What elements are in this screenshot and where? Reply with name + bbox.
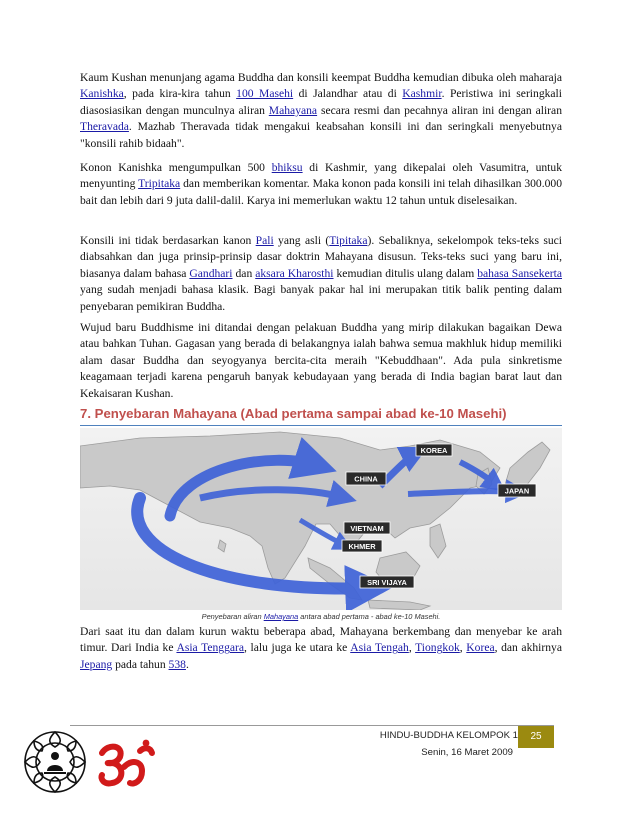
paragraph-canon: Konsili ini tidak berdasarkan kanon Pali yang asli (Tipitaka). Sebaliknya, sekelompok teks-teks suci diabsahkan dan juga prinsip-prinsip dasar doktrin Mahayana disusun. Teks-teks suci yang baru ini, biasanya dalam bahasa Gandhari dan aksara Kharosthi kemudian ditulis ulang dalam bahasa Sansekerta yang sudah menjadi bahasa klasik. Bagi banyak pakar hal ini merupakan titik balik penting dalam penyebaran pemikiran Buddha. (80, 234, 562, 313)
map-label-khmer: KHMER (348, 542, 376, 551)
link-kashmir[interactable]: Kashmir (402, 87, 442, 101)
mahayana-spread-map (80, 428, 562, 610)
link-tiongkok[interactable]: Tiongkok (415, 641, 460, 655)
link-tripitaka[interactable]: Tripitaka (138, 177, 181, 191)
link-100-masehi[interactable]: 100 Masehi (236, 87, 294, 101)
link-jepang[interactable]: Jepang (80, 657, 113, 671)
om-symbol-icon (96, 735, 158, 791)
link-aksara-kharosthi[interactable]: aksara Kharosthi (255, 266, 334, 280)
link-asia-tengah[interactable]: Asia Tengah (350, 641, 409, 655)
link-asia-tenggara[interactable]: Asia Tenggara (176, 641, 245, 655)
paragraph-kanishka-council: Konon Kanishka mengumpulkan 500 bhiksu di Kashmir, yang dikepalai oleh Vasumitra, untuk menyunting Tripitaka dan memberikan komentar. Maka konon pada konsili ini telah dihasilkan 300.000 bait dan lebih dari 9 juta dalil-dalil. Karya ini memerlukan waktu 12 tahun untuk diselesaikan. (80, 161, 563, 207)
map-label-china: CHINA (354, 474, 378, 484)
link-kanishka[interactable]: Kanishka (80, 87, 124, 101)
link-gandhari[interactable]: Gandhari (189, 266, 233, 280)
caption-link-mahayana[interactable]: Mahayana (263, 612, 299, 621)
label-box-china (346, 472, 386, 485)
label-box-vietnam (344, 522, 390, 534)
link-pali[interactable]: Pali (255, 234, 274, 247)
map-label-sri-vijaya: SRI VIJAYA (367, 578, 407, 587)
page-number-badge: 25 (518, 726, 554, 748)
paragraph-kushan: Kaum Kushan menunjang agama Buddha dan konsili keempat Buddha kemudian dibuka oleh maharaja Kanishka, pada kira-kira tahun 100 Masehi di Jalandhar atau di Kashmir. Peristiwa ini seringkali diasosiasikan dengan munculnya aliran Mahayana secara resmi dan pecahnya aliran ini dengan aliran Theravada. Mazhab Theravada tidak mengakui keabsahan konsili ini dan seringkali menyebutnya "konsili rahib bidaah". (80, 71, 563, 150)
section-heading: 7. Penyebaran Mahayana (Abad pertama sampai abad ke-10 Masehi) (80, 406, 562, 426)
footer-date: Senin, 16 Maret 2009 (421, 747, 513, 758)
label-box-khmer (342, 540, 382, 552)
label-box-korea (416, 444, 452, 456)
map-caption: Penyebaran aliran Mahayana antara abad pertama - abad ke-10 Masehi. (201, 612, 441, 621)
link-bhiksu[interactable]: bhiksu (271, 161, 303, 174)
map-label-vietnam: VIETNAM (350, 524, 384, 533)
paragraph-spread-east: Dari saat itu dan dalam kurun waktu beberapa abad, Mahayana berkembang dan menyebar ke arah timur. Dari India ke Asia Tenggara, lalu juga ke utara ke Asia Tengah, Tiongkok, Korea, dan akhirnya Jepang pada tahun 538. (80, 625, 562, 671)
dharma-wheel-emblem-icon (20, 725, 90, 799)
link-theravada[interactable]: Theravada (80, 120, 129, 134)
map-label-korea: KOREA (420, 446, 448, 455)
link-538[interactable]: 538 (168, 657, 186, 671)
link-bahasa-sansekerta[interactable]: bahasa Sansekerta (477, 266, 562, 280)
paragraph-new-buddhism: Wujud baru Buddhisme ini ditandai dengan pelakuan Buddha yang mirip dilakukan bagaikan Dewa atau bahkan Tuhan. Gagasan yang berada di belakangnya ialah bahwa semua makhluk hidup memiliki alam dasar Buddha dan seyogyanya bercita-cita meraih "Kebuddhaan". Ada pula sinkretisme keagamaan terjadi karena pengaruh banyak kebudayaan yang berada di India bagian barat laut dan Kekaisaran Kushan. (80, 321, 562, 400)
map-label-japan: JAPAN (504, 486, 530, 496)
link-tipitaka[interactable]: Tipitaka (329, 234, 368, 247)
link-korea[interactable]: Korea (466, 641, 495, 655)
label-box-sri-vijaya (360, 576, 414, 588)
footer-title: HINDU-BUDDHA KELOMPOK 1 (379, 730, 518, 741)
label-box-japan (498, 484, 536, 497)
link-mahayana[interactable]: Mahayana (268, 103, 318, 117)
footer-divider (70, 725, 554, 726)
